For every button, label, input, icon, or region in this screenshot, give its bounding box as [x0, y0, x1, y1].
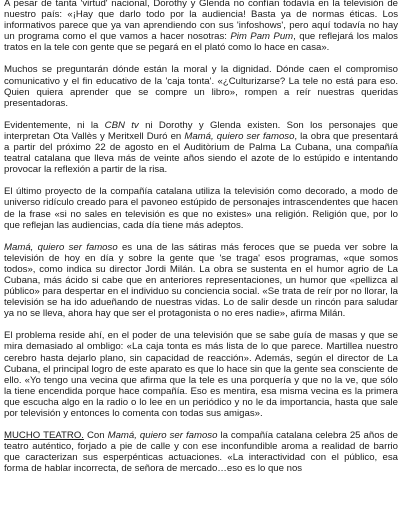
italic-title-text: Mamá, quiero ser famoso — [184, 130, 295, 142]
paragraph-text: A pesar de tanta 'virtud' nacional, Dorothy y Glenda no confían todavía en la televisión de nuestro país: «¡Hay que darlo todo por la audiencia! Basta ya de normas éticas. Los informativos parece que ya van aprendiendo con sus 'infoshows', pero aquí todavía no hay un programa como el que vamos a hacer nosotras: — [4, 0, 398, 43]
paragraph-text: Con — [83, 430, 108, 442]
paragraph-text: Evidentemente, ni la — [4, 119, 105, 131]
paragraph-text: , la obra que presentará a partir del próximo 22 de agosto en el Auditòrium de Palma La Cubana, una compañía teatral catalana que lleva más de veinte años siendo el azote de lo estúpido e intentando provocar la reflexión a partir de la risa. — [4, 130, 398, 176]
article-paragraph — [4, 242, 398, 320]
paragraph-text: Muchos se preguntarán dónde están la moral y la dignidad. Dónde caen el compromiso comunicativo y el fin educativo de la 'caja tonta'. «¿Culturizarse? La tele no está para eso. Quien quiera aprender que se compre un libro», rompen a reír nuestras queridas presentadoras. — [4, 64, 398, 109]
article-paragraph — [4, 64, 398, 108]
paragraph-text: ni Dorothy y Glenda existen. Son los personajes que interpretan Ota Vallès y Meritxell Duró en — [4, 119, 398, 142]
italic-title-text: Mamá, quiero ser famoso — [107, 430, 218, 442]
article-paragraph — [4, 186, 398, 230]
article-paragraph — [4, 330, 398, 419]
paragraph-text: es una de las sátiras más feroces que se pueda ver sobre la televisión de hoy en día y sobre la gente que 'se traga' esos programas, «que somos todos», como indica su director Jordi Milán. La obra se sustenta en el humor agrio de La Cubana, más ácido si cabe que en anteriores representaciones, un humor que «pellizca al público» para despertar en el individuo su conciencia social. «Se trata de reír por no llorar, la televisión se ha ido adueñando de nuestras vidas. Lo de salir desde un rincón para saludar ya no se lleva, ahora hay que ser el protagonista o no eres nadie», afirma Milán. — [4, 241, 398, 320]
article-paragraph — [4, 430, 398, 474]
paragraph-text: El problema reside ahí, en el poder de una televisión que se sabe guía de masas y que se mira demasiado al ombligo: «La caja tonta es más lista de lo que parece. Martillea nuestro cerebro hasta dejarlo plano, sin capacidad de reacción». Además, según el director de La Cubana, el principal logro de este aparato es que lo hace sin que la gente sea consciente de ello. «Yo tengo una vecina que afirma que la tele es una porquería y que no la ve, que sólo la tiene encendida porque hace compañía. Eso es mentira, esa misma vecina es la primera que escucha algo en la radio o lo lee en un periódico y no le da importancia, hasta que sale por televisión y entonces lo comenta con todas sus amigas». — [4, 330, 398, 419]
section-heading: MUCHO TEATRO. — [4, 430, 84, 442]
paragraph-text: la compañía catalana celebra 25 años de teatro auténtico, forjado a pie de calle y con ese inconfundible aroma a realidad de barrio que caracterizan sus esperpénticas actuaciones. «La interactividad con el público, esa forma de hablar incorrecta, de señora de mercado…eso es lo que nos — [4, 430, 399, 475]
paragraph-text: El último proyecto de la compañía catalana utiliza la televisión como decorado, a modo de universo ridículo creado para el pavoneo estúpido de personajes intrascendentes que hacen de la frase «si no sales en televisión es que no existes» una religión. Religión que, por lo que reflejan las audiencias, cada día tiene más adeptos. — [4, 186, 398, 231]
italic-title-text: Mamá, quiero ser famoso — [4, 241, 118, 253]
italic-title-text: Pim Pam Pum — [230, 31, 294, 43]
italic-title-text: CBN tv — [104, 119, 139, 131]
paragraph-text: , que reflejará los malos tratos en la tele con gente que se pegará en el plató como lo hace en casa». — [4, 31, 398, 54]
article-paragraph — [4, 120, 398, 175]
article-paragraph — [4, 0, 398, 53]
